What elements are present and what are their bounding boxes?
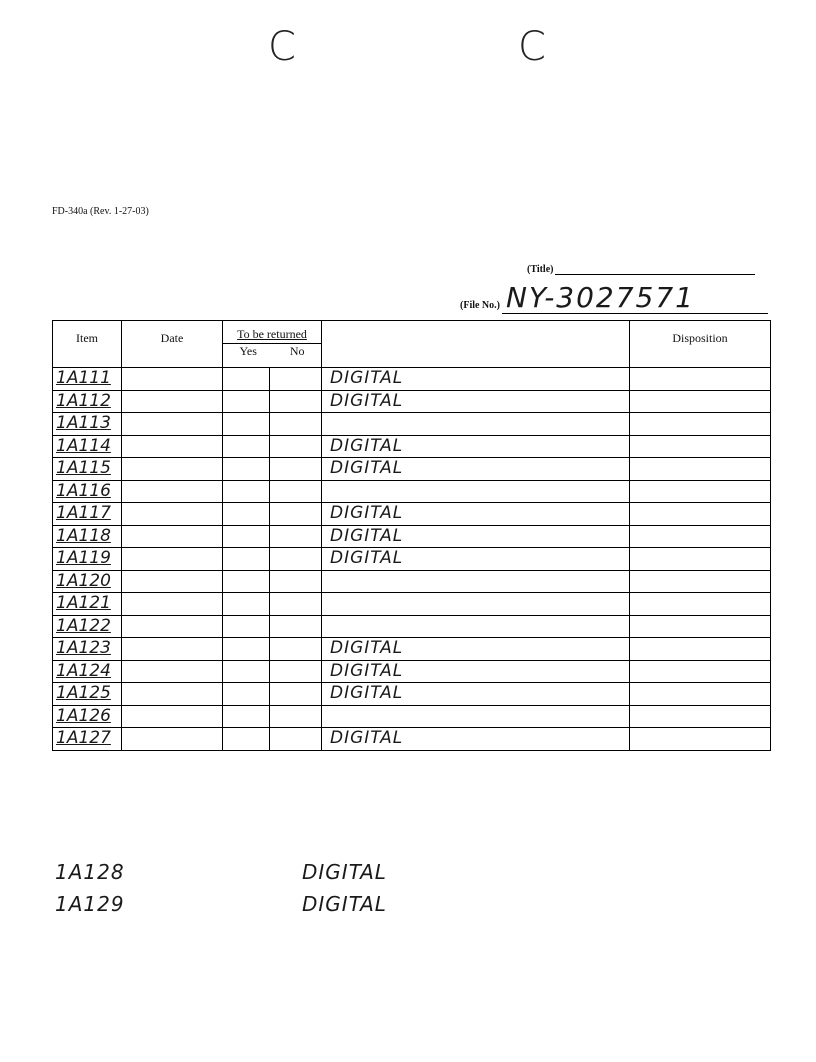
extra-description: DIGITAL: [302, 860, 387, 884]
disposition-cell: [630, 570, 771, 593]
yes-cell: [223, 435, 270, 458]
description-cell: DIGITAL: [322, 435, 630, 458]
item-cell: 1A125: [53, 683, 122, 706]
disposition-column-header: Disposition: [630, 321, 771, 368]
description-cell: [322, 480, 630, 503]
item-column-header: Item: [53, 321, 122, 368]
table-row: [53, 570, 771, 593]
extra-item: 1A129: [55, 892, 125, 916]
disposition-cell: [630, 615, 771, 638]
disposition-cell: [630, 525, 771, 548]
title-value: [555, 262, 755, 275]
no-cell: [270, 615, 322, 638]
description-cell: DIGITAL: [322, 503, 630, 526]
date-cell: [122, 660, 223, 683]
file-number-value: NY-3027571: [502, 283, 768, 314]
binder-hole-left: C: [268, 24, 296, 70]
no-label: No: [289, 344, 305, 358]
disposition-cell: [630, 413, 771, 436]
description-cell: DIGITAL: [322, 728, 630, 751]
yes-label: Yes: [239, 344, 257, 358]
table-row: [53, 503, 771, 526]
returned-column-header: [223, 321, 322, 368]
description-cell: [322, 413, 630, 436]
item-cell: 1A120: [53, 570, 122, 593]
yes-cell: [223, 368, 270, 391]
description-cell: DIGITAL: [322, 683, 630, 706]
table-row: [53, 435, 771, 458]
table-row: [53, 480, 771, 503]
extra-description: DIGITAL: [302, 892, 387, 916]
description-cell: DIGITAL: [322, 660, 630, 683]
description-cell: DIGITAL: [322, 390, 630, 413]
disposition-cell: [630, 705, 771, 728]
description-cell: [322, 593, 630, 616]
date-cell: [122, 413, 223, 436]
form-number: FD-340a (Rev. 1-27-03): [52, 206, 149, 217]
item-cell: 1A126: [53, 705, 122, 728]
item-cell: 1A112: [53, 390, 122, 413]
table-row: [53, 638, 771, 661]
date-cell: [122, 548, 223, 571]
disposition-cell: [630, 435, 771, 458]
description-cell: [322, 615, 630, 638]
no-cell: [270, 413, 322, 436]
no-cell: [270, 660, 322, 683]
item-cell: 1A116: [53, 480, 122, 503]
item-cell: 1A124: [53, 660, 122, 683]
no-cell: [270, 683, 322, 706]
item-cell: 1A113: [53, 413, 122, 436]
no-cell: [270, 705, 322, 728]
disposition-cell: [630, 548, 771, 571]
date-cell: [122, 705, 223, 728]
date-column-header: Date: [122, 321, 223, 368]
date-cell: [122, 503, 223, 526]
no-cell: [270, 548, 322, 571]
date-cell: [122, 570, 223, 593]
title-field: [527, 262, 755, 275]
disposition-cell: [630, 503, 771, 526]
date-cell: [122, 593, 223, 616]
yes-cell: [223, 615, 270, 638]
description-cell: [322, 570, 630, 593]
table-row: [53, 458, 771, 481]
date-cell: [122, 638, 223, 661]
date-cell: [122, 728, 223, 751]
table-row: [53, 413, 771, 436]
disposition-cell: [630, 683, 771, 706]
file-number-field: [460, 283, 768, 314]
date-cell: [122, 458, 223, 481]
yes-cell: [223, 458, 270, 481]
yes-cell: [223, 638, 270, 661]
no-cell: [270, 503, 322, 526]
item-cell: 1A114: [53, 435, 122, 458]
disposition-cell: [630, 728, 771, 751]
item-cell: 1A118: [53, 525, 122, 548]
description-cell: DIGITAL: [322, 548, 630, 571]
no-cell: [270, 593, 322, 616]
date-cell: [122, 525, 223, 548]
disposition-cell: [630, 638, 771, 661]
disposition-cell: [630, 458, 771, 481]
item-cell: 1A115: [53, 458, 122, 481]
no-cell: [270, 525, 322, 548]
no-cell: [270, 458, 322, 481]
disposition-cell: [630, 660, 771, 683]
yes-cell: [223, 683, 270, 706]
table-row: [53, 683, 771, 706]
yes-cell: [223, 660, 270, 683]
item-cell: 1A127: [53, 728, 122, 751]
extra-item: 1A128: [55, 860, 125, 884]
yes-cell: [223, 705, 270, 728]
no-cell: [270, 368, 322, 391]
description-cell: DIGITAL: [322, 638, 630, 661]
disposition-cell: [630, 390, 771, 413]
table-row: [53, 368, 771, 391]
yes-cell: [223, 503, 270, 526]
table-row: [53, 390, 771, 413]
no-cell: [270, 390, 322, 413]
item-cell: 1A119: [53, 548, 122, 571]
disposition-cell: [630, 368, 771, 391]
returned-label: To be returned: [237, 327, 307, 341]
item-cell: 1A123: [53, 638, 122, 661]
no-cell: [270, 728, 322, 751]
disposition-cell: [630, 480, 771, 503]
date-cell: [122, 615, 223, 638]
yes-cell: [223, 413, 270, 436]
file-number-label: (File No.): [460, 300, 500, 311]
item-cell: 1A117: [53, 503, 122, 526]
table-row: [53, 705, 771, 728]
yes-cell: [223, 390, 270, 413]
table-row: [53, 660, 771, 683]
table-row: [53, 593, 771, 616]
yes-cell: [223, 728, 270, 751]
no-cell: [270, 435, 322, 458]
date-cell: [122, 480, 223, 503]
yes-cell: [223, 525, 270, 548]
no-cell: [270, 480, 322, 503]
date-cell: [122, 683, 223, 706]
description-cell: [322, 705, 630, 728]
date-cell: [122, 390, 223, 413]
table-row: [53, 615, 771, 638]
yes-cell: [223, 548, 270, 571]
item-cell: 1A121: [53, 593, 122, 616]
table-row: [53, 525, 771, 548]
table-row: [53, 548, 771, 571]
description-cell: DIGITAL: [322, 525, 630, 548]
date-cell: [122, 435, 223, 458]
description-cell: DIGITAL: [322, 368, 630, 391]
yes-cell: [223, 480, 270, 503]
yes-cell: [223, 570, 270, 593]
no-cell: [270, 638, 322, 661]
yes-cell: [223, 593, 270, 616]
item-cell: 1A122: [53, 615, 122, 638]
no-cell: [270, 570, 322, 593]
title-label: (Title): [527, 264, 554, 275]
description-cell: DIGITAL: [322, 458, 630, 481]
date-cell: [122, 368, 223, 391]
description-column-header: [322, 321, 630, 368]
binder-hole-right: C: [518, 24, 546, 70]
inventory-table: [52, 320, 771, 751]
table-row: [53, 728, 771, 751]
disposition-cell: [630, 593, 771, 616]
table-header-row: [53, 321, 771, 368]
item-cell: 1A111: [53, 368, 122, 391]
